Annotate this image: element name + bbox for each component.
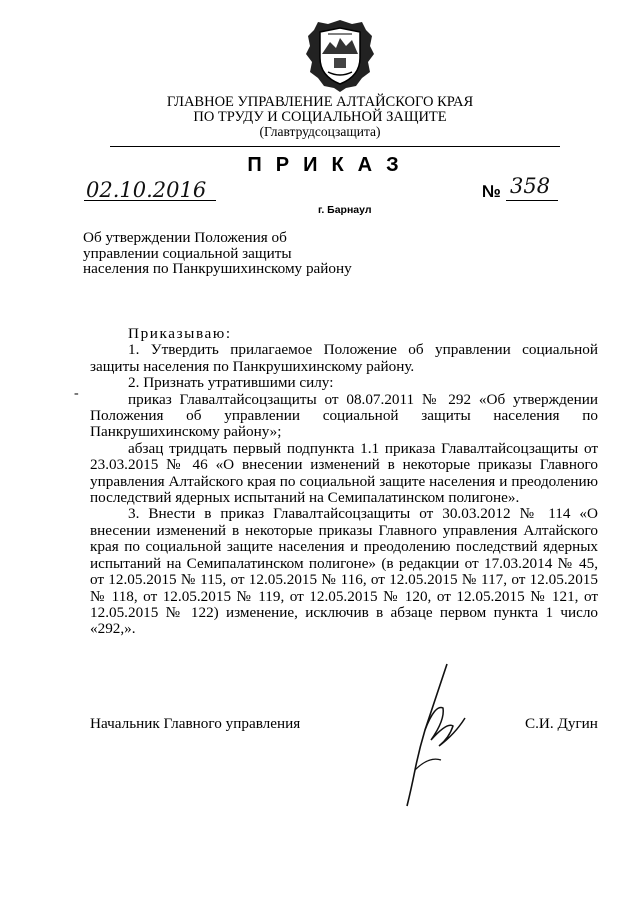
order-body (90, 326, 598, 638)
coat-of-arms-icon (300, 14, 380, 94)
body-paragraph-4: абзац тридцать первый подпункта 1.1 приказа Главалтайсоцзащиты от 23.03.2015 № 46 «О внесении изменений в некоторые приказы Главного управления Алтайского края по социальной защите населения и преодолению последствий ядерных испытаний на Семипалатинском полигоне». (90, 439, 598, 507)
signatory-position: Начальник Главного управления (90, 715, 301, 732)
document-title: ПРИКАЗ (247, 154, 413, 176)
number-label: № (482, 182, 501, 201)
body-paragraph-3: приказ Главалтайсоцзащиты от 08.07.2011 № 292 «Об утверждении Положения об управлении социальной защиты населения по Панкрушихинскому району»; (90, 390, 598, 441)
margin-mark: - (74, 386, 79, 401)
signature-icon (395, 660, 485, 810)
body-paragraph-order: Приказываю: (128, 325, 232, 342)
city: г. Барнаул (318, 204, 372, 216)
organization-short-name: (Главтрудсоцзащита) (259, 124, 381, 139)
order-subject: Об утверждении Положения об управлении социальной защиты населения по Панкрушихинскому району (83, 229, 352, 277)
handwritten-date: 02.10.2016 (86, 178, 207, 202)
body-paragraph-5: 3. Внести в приказ Главалтайсоцзащиты от 30.03.2012 № 114 «О внесении изменений в некоторые приказы Главного управления Алтайского края по социальной защите населения и преодолению последствий ядерных испытаний на Семипалатинском полигоне» (в редакции от 17.03.2014 № 45, от 12.05.2015 № 115, от 12.05.2015 № 116, от 12.05.2015 № 117, от 12.05.2015 № 118, от 12.05.2015 № 119, от 12.05.2015 № 120, от 12.05.2015 № 121, от 12.05.2015 № 122) изменение, исключив в абзаце первом пункта 1 число «292,». (90, 505, 598, 638)
handwritten-number: 358 (510, 174, 551, 198)
signatory-name: С.И. Дугин (525, 715, 598, 732)
date-underline (84, 200, 216, 201)
header-divider (110, 146, 560, 147)
number-underline (506, 200, 558, 201)
organization-line-1: ГЛАВНОЕ УПРАВЛЕНИЕ АЛТАЙСКОГО КРАЯ (166, 94, 474, 110)
body-paragraph-2: 2. Признать утратившими силу: (128, 374, 334, 392)
organization-line-2: ПО ТРУДУ И СОЦИАЛЬНОЙ ЗАЩИТЕ (193, 109, 447, 125)
body-paragraph-1: 1. Утвердить прилагаемое Положение об управлении социальной защиты населения по Панкрушихинскому району. (90, 341, 598, 375)
